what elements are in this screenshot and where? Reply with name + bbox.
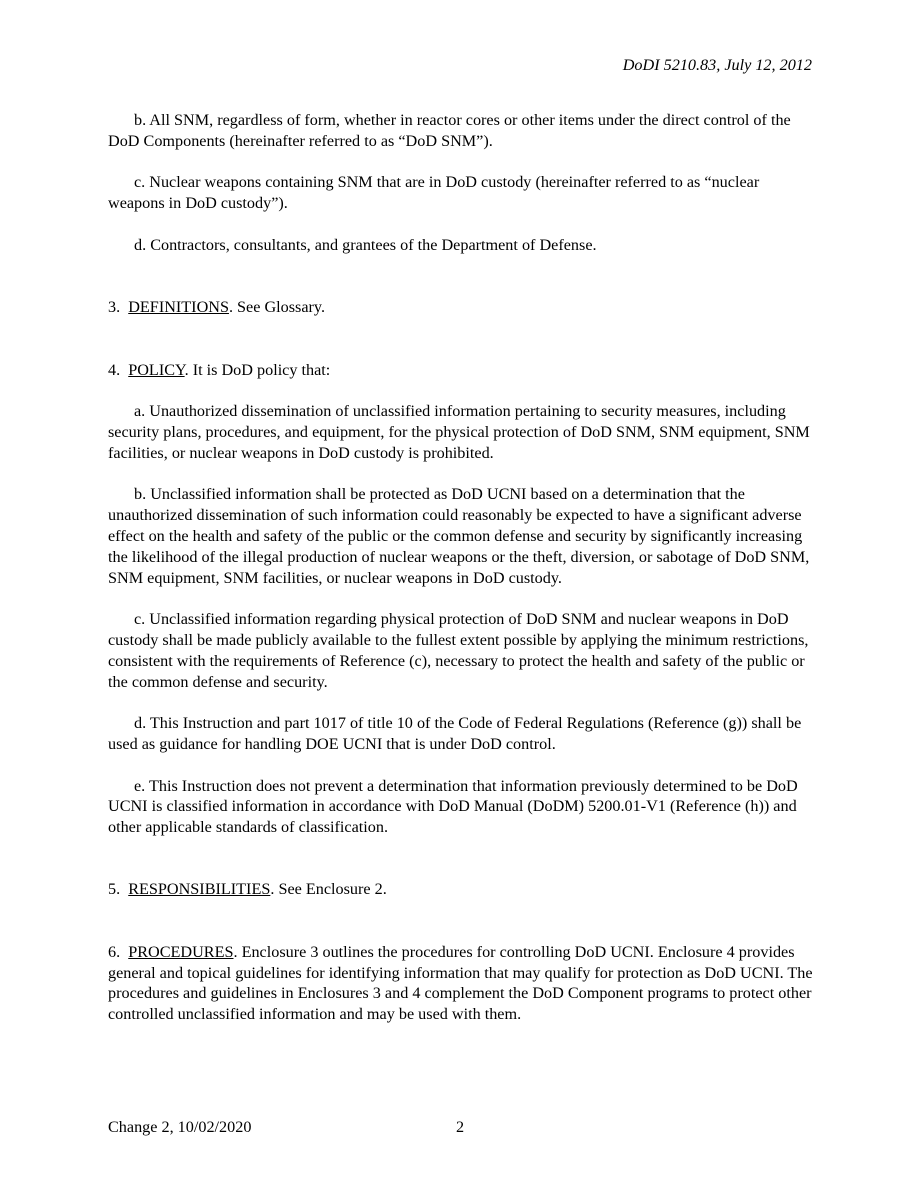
section-text: . See Glossary. [228,298,326,317]
section-text: . Enclosure 3 outlines the procedures for controlling DoD UCNI. Enclosure 4 provides general and topical guidelines for identifying information that may qualify for protection as DoD UCNI. The procedures and guidelines in Enclosures 3 and 4 complement the DoD Component programs to protect other controlled unclassified information and may be used with them. [108,942,813,1024]
footer-change: Change 2, 10/02/2020 [108,1118,252,1136]
policy-item-a: a. Unauthorized dissemination of unclassified information pertaining to security measures, including security plans, procedures, and equipment, for the physical protection of DoD SNM, SNM equipment, SNM facilities, or nuclear weapons in DoD custody is prohibited. [108,402,810,462]
document-body [108,110,813,1025]
section-text: . See Enclosure 2. [270,880,387,899]
section-number: 4. [108,360,121,379]
section-number: 5. [108,880,121,899]
policy-item-b: b. Unclassified information shall be protected as DoD UCNI based on a determination that the unauthorized dissemination of such information could reasonably be expected to have a significant adverse effect on the health and safety of the public or the common defense and security by significantly increasing the likelihood of the illegal production of nuclear weapons or the theft, diversion, or sabotage of DoD SNM, SNM equipment, SNM facilities, or nuclear weapons in DoD custody. [108,485,810,587]
document-header: DoDI 5210.83, July 12, 2012 [622,56,812,74]
section-number: 3. [108,298,121,317]
scope-item-d: d. Contractors, consultants, and grantees of the Department of Defense. [134,235,597,254]
page-number: 2 [456,1118,465,1136]
section-definitions [108,297,813,318]
section-number: 6. [108,942,121,961]
section-title: RESPONSIBILITIES [128,880,271,899]
section-title: DEFINITIONS [128,298,229,317]
section-responsibilities [108,879,813,900]
policy-item-c: c. Unclassified information regarding physical protection of DoD SNM and nuclear weapons in DoD custody shall be made publicly available to the fullest extent possible by applying the minimum restrictions, consistent with the requirements of Reference (c), necessary to protect the health and safety of the public or the common defense and security. [108,610,809,691]
section-procedures [108,942,813,1025]
section-title: PROCEDURES [128,942,234,961]
section-title: POLICY [128,360,185,379]
policy-item-d: d. This Instruction and part 1017 of title 10 of the Code of Federal Regulations (Reference (g)) shall be used as guidance for handling DOE UCNI that is under DoD control. [108,714,802,753]
policy-item-e: e. This Instruction does not prevent a determination that information previously determined to be DoD UCNI is classified information in accordance with DoD Manual (DoDM) 5200.01-V1 (Reference (h)) and other applicable standards of classification. [108,776,798,837]
scope-item-b: b. All SNM, regardless of form, whether in reactor cores or other items under the direct control of the DoD Components (hereinafter referred to as “DoD SNM”). [108,111,791,150]
scope-item-c: c. Nuclear weapons containing SNM that are in DoD custody (hereinafter referred to as “nuclear weapons in DoD custody”). [108,173,760,213]
section-policy [108,360,813,381]
section-text: . It is DoD policy that: [184,360,331,379]
